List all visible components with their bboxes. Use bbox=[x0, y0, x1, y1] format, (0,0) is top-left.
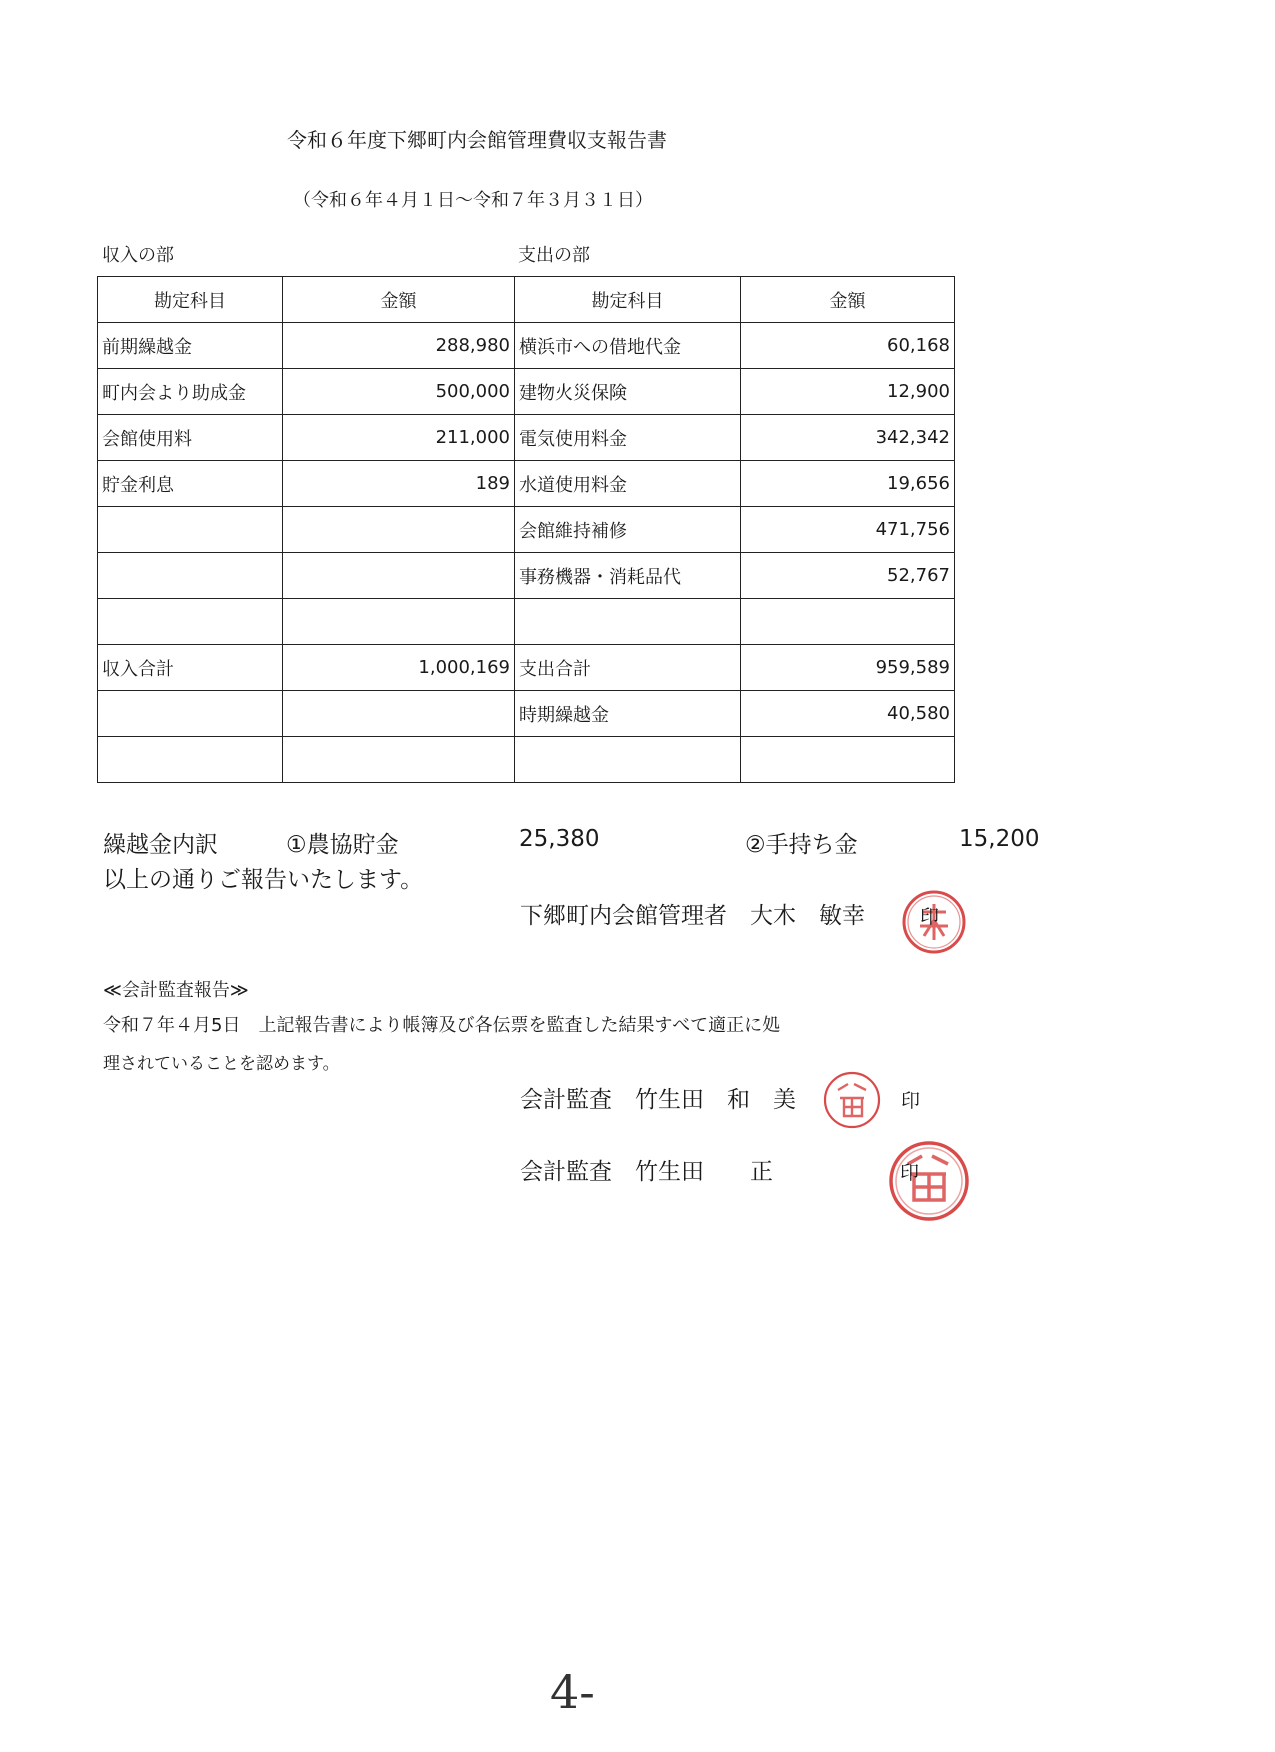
income-item-cell: 会館使用料 bbox=[98, 415, 283, 461]
carryover-nokyo-label: ①農協貯金 bbox=[286, 832, 399, 858]
table-row-carryover bbox=[98, 691, 955, 737]
expense-amount-cell bbox=[741, 737, 955, 783]
income-amount-cell: 288,980 bbox=[283, 323, 515, 369]
carryover-breakdown-label: 繰越金内訳 bbox=[103, 832, 218, 858]
expense-item-cell bbox=[515, 737, 741, 783]
expense-item-cell: 水道使用料金 bbox=[515, 461, 741, 507]
report-period: （令和６年４月１日～令和７年３月３１日） bbox=[293, 190, 653, 211]
income-item-cell bbox=[98, 691, 283, 737]
table-row bbox=[98, 737, 955, 783]
expense-amount-cell bbox=[741, 599, 955, 645]
income-total-label: 収入合計 bbox=[98, 645, 283, 691]
expense-amount-cell: 342,342 bbox=[741, 415, 955, 461]
income-item-cell bbox=[98, 737, 283, 783]
income-item-header: 勘定科目 bbox=[98, 277, 283, 323]
expense-total-label: 支出合計 bbox=[515, 645, 741, 691]
table-row bbox=[98, 507, 955, 553]
audit-text-line1: 令和７年４月5日 上記報告書により帳簿及び各伝票を監査した結果すべて適正に処 bbox=[103, 1015, 781, 1036]
expense-item-cell: 横浜市への借地代金 bbox=[515, 323, 741, 369]
auditor1-seal-glyph bbox=[838, 1084, 866, 1116]
income-amount-header: 金額 bbox=[283, 277, 515, 323]
table-row bbox=[98, 323, 955, 369]
manager-signature: 下郷町内会館管理者 大木 敏幸 bbox=[520, 903, 865, 929]
table-row bbox=[98, 461, 955, 507]
expense-item-cell bbox=[515, 599, 741, 645]
auditor2-seal-mark: 印 bbox=[900, 1162, 920, 1184]
income-amount-cell bbox=[283, 737, 515, 783]
auditor1-seal-mark: 印 bbox=[901, 1090, 921, 1112]
next-carryover-label: 時期繰越金 bbox=[515, 691, 741, 737]
income-amount-cell bbox=[283, 599, 515, 645]
carryover-nokyo-amount: 25,380 bbox=[519, 826, 600, 852]
expense-item-cell: 会館維持補修 bbox=[515, 507, 741, 553]
manager-seal-mark: 印 bbox=[920, 906, 940, 928]
expense-amount-cell: 60,168 bbox=[741, 323, 955, 369]
income-amount-cell: 189 bbox=[283, 461, 515, 507]
income-item-cell: 貯金利息 bbox=[98, 461, 283, 507]
next-carryover-amount: 40,580 bbox=[741, 691, 955, 737]
expense-amount-cell: 471,756 bbox=[741, 507, 955, 553]
income-amount-cell bbox=[283, 507, 515, 553]
carryover-cash-label: ②手持ち金 bbox=[745, 832, 858, 858]
income-amount-cell: 500,000 bbox=[283, 369, 515, 415]
report-title: 令和６年度下郷町内会館管理費収支報告書 bbox=[287, 128, 667, 152]
income-item-cell bbox=[98, 553, 283, 599]
auditor2-signature: 会計監査 竹生田 正 bbox=[520, 1159, 773, 1185]
income-amount-cell bbox=[283, 691, 515, 737]
expense-section-label: 支出の部 bbox=[518, 245, 590, 266]
income-total-amount: 1,000,169 bbox=[283, 645, 515, 691]
expense-amount-cell: 52,767 bbox=[741, 553, 955, 599]
income-item-cell bbox=[98, 599, 283, 645]
expense-item-cell: 電気使用料金 bbox=[515, 415, 741, 461]
audit-heading: ≪会計監査報告≫ bbox=[103, 980, 249, 1001]
table-row bbox=[98, 369, 955, 415]
expense-total-amount: 959,589 bbox=[741, 645, 955, 691]
auditor2-seal bbox=[884, 1136, 974, 1226]
table-row bbox=[98, 599, 955, 645]
expense-amount-header: 金額 bbox=[741, 277, 955, 323]
expense-item-cell: 建物火災保険 bbox=[515, 369, 741, 415]
expense-amount-cell: 19,656 bbox=[741, 461, 955, 507]
income-item-cell bbox=[98, 507, 283, 553]
income-amount-cell: 211,000 bbox=[283, 415, 515, 461]
income-item-cell: 町内会より助成金 bbox=[98, 369, 283, 415]
income-item-cell: 前期繰越金 bbox=[98, 323, 283, 369]
audit-text-line2: 理されていることを認めます。 bbox=[103, 1054, 340, 1074]
income-section-label: 収入の部 bbox=[102, 245, 174, 266]
income-amount-cell bbox=[283, 553, 515, 599]
table-row bbox=[98, 415, 955, 461]
income-expense-table bbox=[97, 276, 955, 783]
auditor1-seal bbox=[820, 1068, 884, 1132]
carryover-cash-amount: 15,200 bbox=[959, 826, 1040, 852]
table-header-row bbox=[98, 277, 955, 323]
page-number: 4- bbox=[550, 1665, 595, 1719]
closing-statement: 以上の通りご報告いたします。 bbox=[103, 867, 424, 893]
table-row bbox=[98, 553, 955, 599]
expense-item-header: 勘定科目 bbox=[515, 277, 741, 323]
expense-item-cell: 事務機器・消耗品代 bbox=[515, 553, 741, 599]
table-row-totals bbox=[98, 645, 955, 691]
auditor1-signature: 会計監査 竹生田 和 美 bbox=[520, 1087, 796, 1113]
expense-amount-cell: 12,900 bbox=[741, 369, 955, 415]
